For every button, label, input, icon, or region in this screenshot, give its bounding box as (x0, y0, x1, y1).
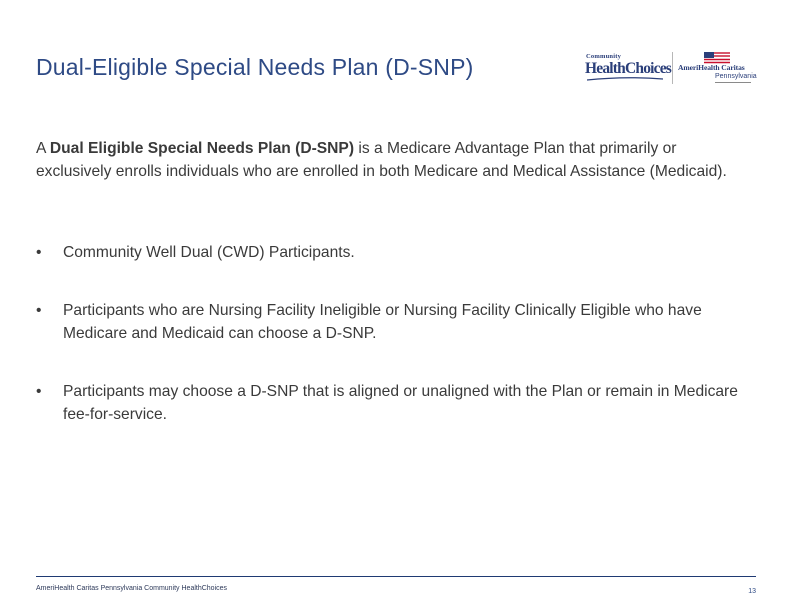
bullet-icon: • (36, 244, 42, 261)
list-item (36, 299, 761, 345)
ahc-logo-underline (715, 82, 751, 83)
bullet-list (36, 241, 761, 426)
bullet-icon: • (36, 302, 42, 319)
list-item (36, 241, 761, 264)
logo-divider (672, 52, 673, 84)
chc-swoosh-icon (587, 77, 663, 81)
page-number: 13 (748, 588, 756, 595)
intro-term: Dual Eligible Special Needs Plan (D-SNP) (49, 140, 355, 157)
intro-paragraph (36, 137, 756, 183)
amerihealth-caritas-logo (678, 52, 762, 86)
bullet-icon: • (36, 383, 42, 400)
ahc-logo-name: AmeriHealth Caritas (678, 63, 745, 72)
bullet-text: Community Well Dual (CWD) Participants. (63, 244, 355, 261)
chc-logo-big-text: HealthChoices (585, 60, 672, 77)
chc-logo-small-text: Community (586, 53, 622, 60)
intro-suffix: is a Medicare Advantage Plan that primarily or exclusively enrolls individuals who are enrolled in both Medicare and Medical Assistance (Medicaid). (36, 140, 727, 180)
footer-rule (36, 576, 756, 577)
list-item (36, 380, 761, 426)
ahc-logo-state: Pennsylvania (715, 73, 757, 80)
intro-prefix: A (36, 140, 50, 157)
community-healthchoices-logo (585, 53, 672, 83)
page-title: Dual-Eligible Special Needs Plan (D-SNP) (36, 54, 474, 80)
bullet-text: Participants who are Nursing Facility Ineligible or Nursing Facility Clinically Eligible who have Medicare and Medicaid can choose a D-SNP. (63, 302, 702, 342)
footer-text: AmeriHealth Caritas Pennsylvania Community HealthChoices (36, 585, 228, 592)
bullet-text: Participants may choose a D-SNP that is aligned or unaligned with the Plan or remain in Medicare fee-for-service. (63, 383, 738, 423)
